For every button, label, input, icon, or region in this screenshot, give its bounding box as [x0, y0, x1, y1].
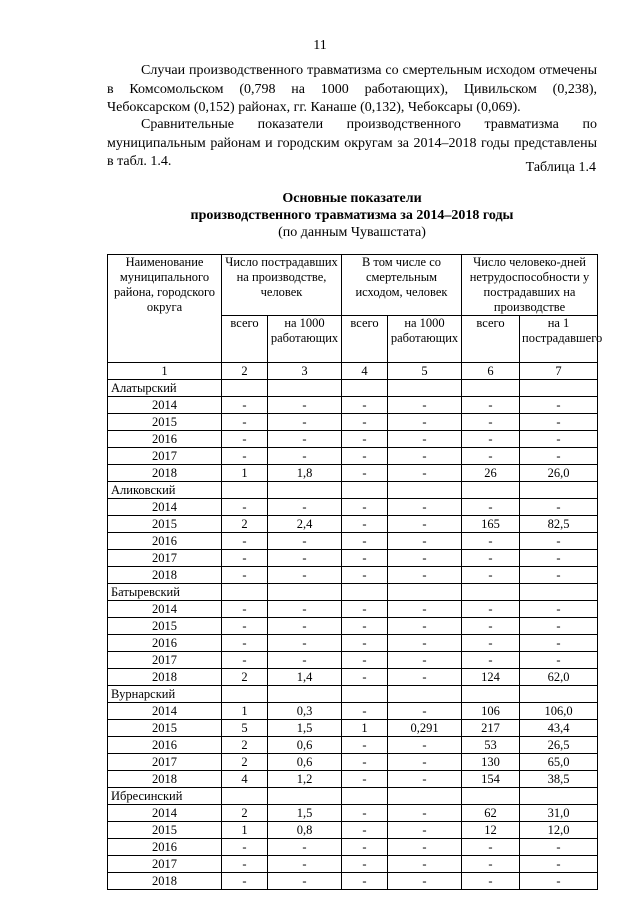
table-row — [108, 516, 598, 533]
header-days-total: всего — [462, 316, 520, 363]
value-cell: - — [520, 873, 598, 890]
value-cell: - — [520, 635, 598, 652]
district-name: Ибресинский — [108, 788, 222, 805]
value-cell: 0,6 — [268, 754, 342, 771]
value-cell: - — [342, 822, 388, 839]
value-cell: - — [520, 618, 598, 635]
value-cell: - — [462, 499, 520, 516]
value-cell: - — [222, 839, 268, 856]
table-row — [108, 839, 598, 856]
empty-cell — [222, 482, 268, 499]
table-row — [108, 601, 598, 618]
value-cell: 5 — [222, 720, 268, 737]
value-cell: - — [388, 448, 462, 465]
value-cell: - — [222, 431, 268, 448]
value-cell: - — [342, 448, 388, 465]
table-row — [108, 822, 598, 839]
value-cell: - — [520, 533, 598, 550]
value-cell: - — [342, 516, 388, 533]
value-cell: 38,5 — [520, 771, 598, 788]
year-cell: 2016 — [108, 839, 222, 856]
district-row — [108, 584, 598, 601]
value-cell: - — [388, 805, 462, 822]
empty-cell — [520, 788, 598, 805]
empty-cell — [520, 482, 598, 499]
table-row — [108, 550, 598, 567]
table-body — [108, 380, 598, 890]
year-cell: 2015 — [108, 618, 222, 635]
value-cell: 165 — [462, 516, 520, 533]
column-number: 6 — [462, 363, 520, 380]
year-cell: 2014 — [108, 397, 222, 414]
value-cell: 26,5 — [520, 737, 598, 754]
value-cell: 1,2 — [268, 771, 342, 788]
year-cell: 2015 — [108, 720, 222, 737]
empty-cell — [342, 482, 388, 499]
column-number: 1 — [108, 363, 222, 380]
value-cell: - — [268, 567, 342, 584]
table-row — [108, 414, 598, 431]
table-row — [108, 567, 598, 584]
empty-cell — [268, 584, 342, 601]
empty-cell — [462, 482, 520, 499]
value-cell: - — [268, 601, 342, 618]
value-cell: - — [388, 414, 462, 431]
empty-cell — [342, 788, 388, 805]
empty-cell — [520, 686, 598, 703]
table-row — [108, 499, 598, 516]
column-numbers-row — [108, 363, 598, 380]
year-cell: 2018 — [108, 669, 222, 686]
value-cell: - — [388, 703, 462, 720]
value-cell: 0,291 — [388, 720, 462, 737]
value-cell: - — [388, 431, 462, 448]
value-cell: - — [388, 754, 462, 771]
table-row — [108, 669, 598, 686]
value-cell: 217 — [462, 720, 520, 737]
year-cell: 2018 — [108, 873, 222, 890]
value-cell: - — [342, 703, 388, 720]
value-cell: - — [462, 635, 520, 652]
value-cell: 53 — [462, 737, 520, 754]
value-cell: - — [222, 550, 268, 567]
value-cell: 1 — [222, 465, 268, 482]
value-cell: - — [222, 601, 268, 618]
empty-cell — [462, 380, 520, 397]
table-row — [108, 703, 598, 720]
year-cell: 2015 — [108, 822, 222, 839]
value-cell: - — [462, 397, 520, 414]
value-cell: - — [388, 822, 462, 839]
value-cell: - — [520, 856, 598, 873]
value-cell: - — [222, 618, 268, 635]
value-cell: - — [342, 618, 388, 635]
year-cell: 2015 — [108, 516, 222, 533]
value-cell: - — [222, 533, 268, 550]
empty-cell — [268, 788, 342, 805]
value-cell: 2 — [222, 516, 268, 533]
value-cell: - — [268, 431, 342, 448]
value-cell: - — [342, 499, 388, 516]
value-cell: - — [520, 652, 598, 669]
value-cell: 26,0 — [520, 465, 598, 482]
value-cell: - — [462, 839, 520, 856]
column-number: 4 — [342, 363, 388, 380]
table-title — [107, 190, 597, 241]
value-cell: 2,4 — [268, 516, 342, 533]
header-fatal-total: всего — [342, 316, 388, 363]
value-cell: - — [268, 448, 342, 465]
value-cell: - — [462, 652, 520, 669]
value-cell: - — [268, 499, 342, 516]
district-row — [108, 482, 598, 499]
value-cell: - — [388, 839, 462, 856]
value-cell: 1,4 — [268, 669, 342, 686]
value-cell: - — [342, 567, 388, 584]
value-cell: - — [388, 550, 462, 567]
value-cell: - — [520, 448, 598, 465]
district-row — [108, 788, 598, 805]
value-cell: - — [520, 550, 598, 567]
value-cell: - — [520, 839, 598, 856]
value-cell: - — [462, 431, 520, 448]
table-title-source: (по данным Чувашстата) — [278, 225, 426, 240]
empty-cell — [222, 788, 268, 805]
value-cell: 12,0 — [520, 822, 598, 839]
value-cell: - — [222, 652, 268, 669]
year-cell: 2016 — [108, 635, 222, 652]
value-cell: 82,5 — [520, 516, 598, 533]
header-injured-group: Число пострадавших на производстве, человек — [222, 255, 342, 316]
value-cell: - — [342, 635, 388, 652]
value-cell: - — [462, 601, 520, 618]
value-cell: 0,6 — [268, 737, 342, 754]
value-cell: - — [520, 601, 598, 618]
value-cell: - — [462, 856, 520, 873]
value-cell: 124 — [462, 669, 520, 686]
value-cell: - — [222, 856, 268, 873]
value-cell: - — [388, 618, 462, 635]
empty-cell — [342, 584, 388, 601]
value-cell: 0,3 — [268, 703, 342, 720]
empty-cell — [268, 482, 342, 499]
table-row — [108, 873, 598, 890]
year-cell: 2014 — [108, 601, 222, 618]
value-cell: - — [342, 397, 388, 414]
header-days-per-injured: на 1 пострадавшего — [520, 316, 598, 363]
empty-cell — [268, 686, 342, 703]
empty-cell — [520, 584, 598, 601]
year-cell: 2016 — [108, 533, 222, 550]
value-cell: - — [342, 669, 388, 686]
value-cell: - — [388, 601, 462, 618]
empty-cell — [222, 584, 268, 601]
table-row — [108, 720, 598, 737]
header-injured-total: всего — [222, 316, 268, 363]
year-cell: 2016 — [108, 737, 222, 754]
empty-cell — [462, 788, 520, 805]
value-cell: - — [268, 873, 342, 890]
value-cell: - — [268, 856, 342, 873]
empty-cell — [388, 380, 462, 397]
injury-table — [107, 254, 603, 890]
empty-cell — [388, 686, 462, 703]
table-row — [108, 771, 598, 788]
district-name: Вурнарский — [108, 686, 222, 703]
empty-cell — [222, 380, 268, 397]
value-cell: - — [388, 635, 462, 652]
table-row — [108, 448, 598, 465]
value-cell: - — [520, 567, 598, 584]
value-cell: 1,5 — [268, 805, 342, 822]
district-row — [108, 686, 598, 703]
empty-cell — [520, 380, 598, 397]
value-cell: - — [342, 754, 388, 771]
table-title-line2: производственного травматизма за 2014–2018 годы — [190, 208, 514, 223]
value-cell: - — [462, 533, 520, 550]
value-cell: - — [462, 873, 520, 890]
empty-cell — [462, 686, 520, 703]
empty-cell — [222, 686, 268, 703]
table-title-line1: Основные показатели — [282, 191, 422, 206]
value-cell: - — [462, 567, 520, 584]
table-row — [108, 465, 598, 482]
value-cell: - — [268, 550, 342, 567]
value-cell: - — [388, 873, 462, 890]
value-cell: - — [388, 499, 462, 516]
empty-cell — [342, 380, 388, 397]
column-number: 3 — [268, 363, 342, 380]
value-cell: - — [388, 465, 462, 482]
value-cell: 106,0 — [520, 703, 598, 720]
value-cell: - — [268, 533, 342, 550]
column-number: 2 — [222, 363, 268, 380]
value-cell: - — [342, 652, 388, 669]
value-cell: 12 — [462, 822, 520, 839]
value-cell: - — [268, 397, 342, 414]
header-district-name: Наименование муниципального района, городского округа — [108, 255, 222, 363]
year-cell: 2017 — [108, 754, 222, 771]
year-cell: 2014 — [108, 805, 222, 822]
value-cell: - — [222, 873, 268, 890]
value-cell: 1 — [222, 703, 268, 720]
value-cell: - — [222, 397, 268, 414]
value-cell: - — [520, 431, 598, 448]
value-cell: 106 — [462, 703, 520, 720]
column-number: 7 — [520, 363, 598, 380]
header-days-group: Число человеко-дней нетрудоспособности у пострадавших на производстве — [462, 255, 598, 316]
value-cell: - — [268, 635, 342, 652]
table-row — [108, 856, 598, 873]
value-cell: - — [342, 771, 388, 788]
value-cell: 1 — [342, 720, 388, 737]
value-cell: - — [462, 550, 520, 567]
value-cell: 1 — [222, 822, 268, 839]
value-cell: 31,0 — [520, 805, 598, 822]
value-cell: - — [520, 414, 598, 431]
value-cell: 1,5 — [268, 720, 342, 737]
year-cell: 2018 — [108, 465, 222, 482]
value-cell: - — [268, 618, 342, 635]
header-injured-per-1000: на 1000 работающих — [268, 316, 342, 363]
empty-cell — [388, 788, 462, 805]
value-cell: 62 — [462, 805, 520, 822]
year-cell: 2016 — [108, 431, 222, 448]
empty-cell — [388, 482, 462, 499]
year-cell: 2018 — [108, 567, 222, 584]
value-cell: 65,0 — [520, 754, 598, 771]
district-name: Алатырский — [108, 380, 222, 397]
value-cell: - — [388, 533, 462, 550]
year-cell: 2017 — [108, 550, 222, 567]
value-cell: - — [520, 499, 598, 516]
header-fatal-group: В том числе со смертельным исходом, человек — [342, 255, 462, 316]
value-cell: - — [268, 839, 342, 856]
paragraph-comparison: Сравнительные показатели производственного травматизма по муниципальным районам и городским округам за 2014–2018 годы представлены в табл. 1.4. — [107, 117, 597, 169]
value-cell: - — [462, 448, 520, 465]
table-row — [108, 805, 598, 822]
table-row — [108, 618, 598, 635]
value-cell: - — [388, 737, 462, 754]
value-cell: - — [388, 397, 462, 414]
value-cell: 4 — [222, 771, 268, 788]
district-name: Батыревский — [108, 584, 222, 601]
value-cell: - — [388, 652, 462, 669]
value-cell: - — [462, 618, 520, 635]
table-row — [108, 533, 598, 550]
year-cell: 2018 — [108, 771, 222, 788]
value-cell: - — [268, 414, 342, 431]
value-cell: 0,8 — [268, 822, 342, 839]
empty-cell — [342, 686, 388, 703]
year-cell: 2017 — [108, 856, 222, 873]
value-cell: - — [342, 533, 388, 550]
table-row — [108, 431, 598, 448]
value-cell: - — [342, 550, 388, 567]
value-cell: - — [342, 737, 388, 754]
empty-cell — [388, 584, 462, 601]
value-cell: 1,8 — [268, 465, 342, 482]
value-cell: - — [388, 516, 462, 533]
value-cell: - — [388, 771, 462, 788]
table-row — [108, 397, 598, 414]
year-cell: 2014 — [108, 499, 222, 516]
table-row — [108, 754, 598, 771]
value-cell: - — [222, 635, 268, 652]
district-name: Аликовский — [108, 482, 222, 499]
year-cell: 2017 — [108, 652, 222, 669]
paragraph-fatal-cases: Случаи производственного травматизма со смертельным исходом отмечены в Комсомольском (0,798 на 1000 работающих), Цивильском (0,238), Чебоксарском (0,152) районах, гг. Канаше (0,132), Чебоксары (0,069). — [107, 63, 597, 115]
value-cell: 26 — [462, 465, 520, 482]
value-cell: - — [222, 448, 268, 465]
table-row — [108, 652, 598, 669]
header-fatal-per-1000: на 1000 работающих — [388, 316, 462, 363]
value-cell: 2 — [222, 754, 268, 771]
value-cell: - — [342, 805, 388, 822]
value-cell: 154 — [462, 771, 520, 788]
year-cell: 2015 — [108, 414, 222, 431]
value-cell: 62,0 — [520, 669, 598, 686]
value-cell: - — [388, 567, 462, 584]
value-cell: - — [342, 465, 388, 482]
value-cell: 43,4 — [520, 720, 598, 737]
value-cell: 2 — [222, 669, 268, 686]
value-cell: - — [388, 856, 462, 873]
value-cell: - — [222, 567, 268, 584]
value-cell: - — [342, 856, 388, 873]
value-cell: 130 — [462, 754, 520, 771]
value-cell: - — [222, 414, 268, 431]
empty-cell — [268, 380, 342, 397]
value-cell: - — [462, 414, 520, 431]
value-cell: - — [268, 652, 342, 669]
value-cell: - — [342, 601, 388, 618]
value-cell: - — [520, 397, 598, 414]
value-cell: - — [342, 839, 388, 856]
table-label: Таблица 1.4 — [525, 160, 596, 175]
year-cell: 2017 — [108, 448, 222, 465]
page-number: 11 — [313, 38, 327, 53]
value-cell: 2 — [222, 737, 268, 754]
district-row — [108, 380, 598, 397]
value-cell: - — [388, 669, 462, 686]
value-cell: 2 — [222, 805, 268, 822]
table-row — [108, 635, 598, 652]
value-cell: - — [342, 414, 388, 431]
value-cell: - — [342, 873, 388, 890]
year-cell: 2014 — [108, 703, 222, 720]
column-number: 5 — [388, 363, 462, 380]
value-cell: - — [342, 431, 388, 448]
table-row — [108, 737, 598, 754]
empty-cell — [462, 584, 520, 601]
value-cell: - — [222, 499, 268, 516]
